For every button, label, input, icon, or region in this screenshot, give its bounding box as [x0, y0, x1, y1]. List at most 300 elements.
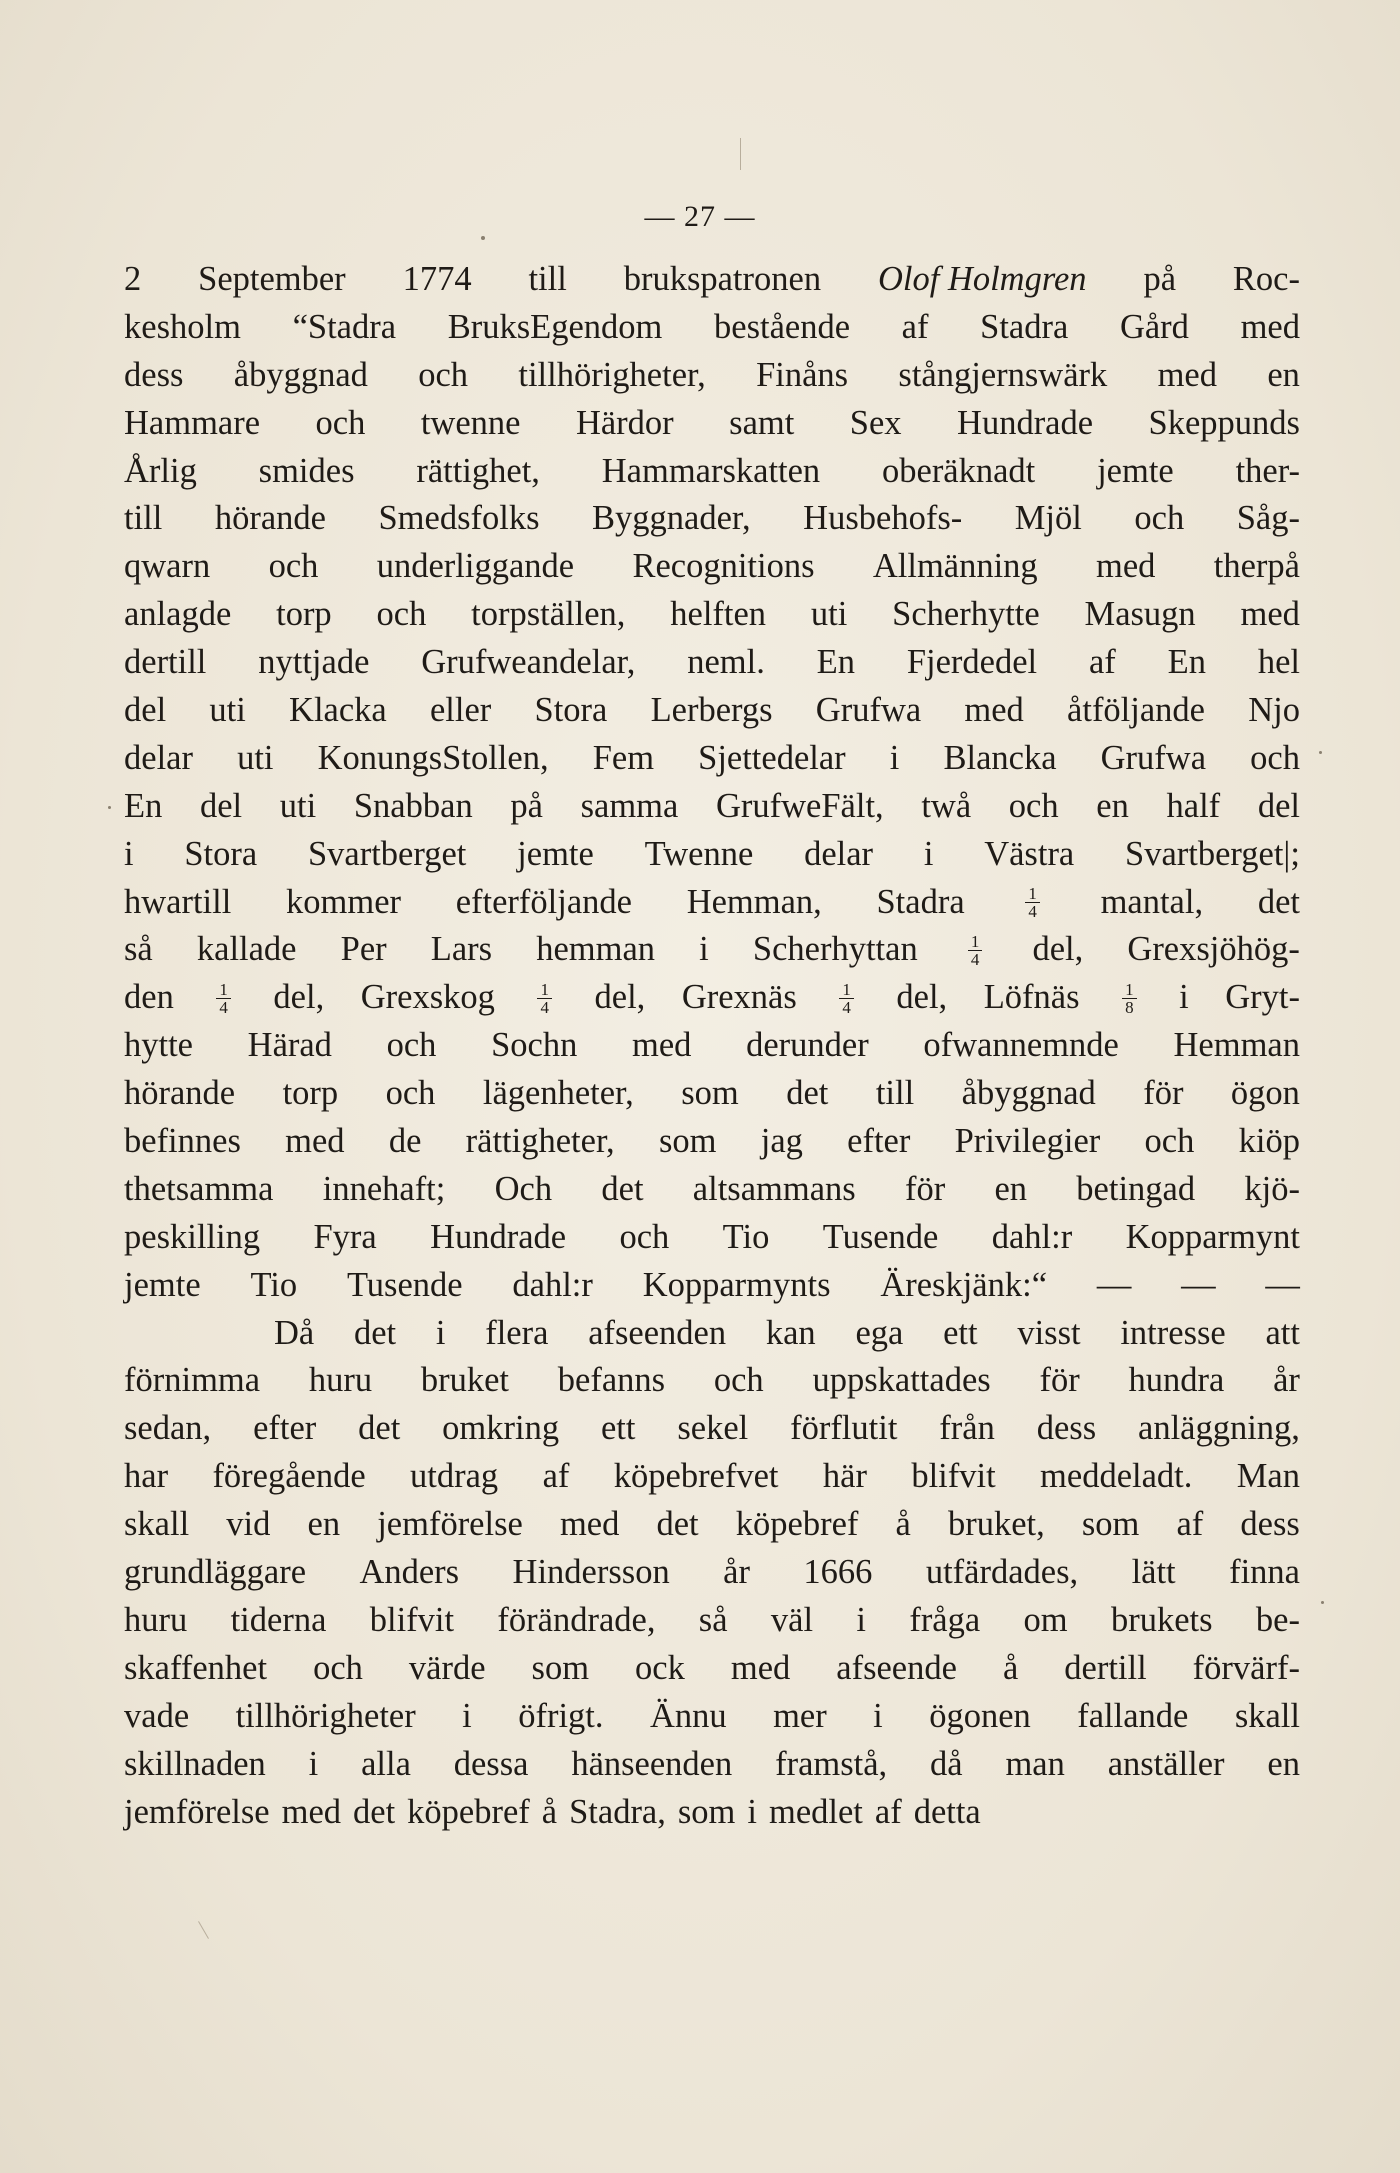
- word: innehaft;: [322, 1169, 446, 1208]
- word: Grufwa: [815, 691, 922, 730]
- word: å: [895, 1505, 911, 1544]
- word: dahl:r: [512, 1265, 593, 1304]
- text-line: [124, 1597, 1300, 1645]
- word: och: [1250, 738, 1300, 777]
- word: på: [1143, 260, 1177, 298]
- paper-mark: [198, 1921, 209, 1939]
- word: meddeladt.: [1040, 1457, 1193, 1496]
- word: samma: [580, 786, 679, 825]
- word: Mjöl: [1014, 499, 1082, 538]
- word: uppskattades: [812, 1361, 991, 1400]
- word: af: [1088, 643, 1116, 682]
- word: Klacka: [289, 691, 387, 730]
- word: med: [1157, 355, 1217, 394]
- word: i: [873, 1696, 883, 1735]
- word: Och: [494, 1169, 553, 1208]
- word: Gård: [1119, 307, 1189, 346]
- word: dess: [1036, 1409, 1097, 1448]
- word: jemte: [124, 1265, 201, 1304]
- word: uti: [237, 738, 274, 777]
- word: med: [964, 691, 1024, 730]
- word: en: [1096, 786, 1129, 825]
- word: förflutit: [790, 1409, 898, 1448]
- word: Hammare: [124, 403, 261, 442]
- word: detta: [913, 1792, 981, 1831]
- word: tiderna: [230, 1600, 327, 1639]
- word: med: [559, 1505, 620, 1544]
- word: alla: [361, 1744, 411, 1783]
- word: Fem: [592, 738, 655, 777]
- word: dessa: [453, 1744, 529, 1783]
- word: samt: [729, 403, 795, 442]
- word: tillhörigheter: [235, 1696, 416, 1735]
- word: eller: [429, 691, 492, 730]
- word: rättigheter,: [465, 1122, 615, 1161]
- word: flera: [485, 1313, 549, 1352]
- word: det: [786, 1074, 829, 1113]
- fraction: $\frac{1}{8}$: [1116, 974, 1143, 1022]
- word: Fjerdedel: [906, 643, 1038, 682]
- word: —: [1181, 1265, 1216, 1304]
- word: Svartberget|;: [1125, 834, 1300, 873]
- word: Grufwa: [1100, 738, 1207, 777]
- text-line: [124, 1549, 1300, 1597]
- word: afseende: [836, 1648, 957, 1687]
- word: lätt: [1131, 1553, 1176, 1592]
- word: Grufweandelar,: [421, 643, 636, 682]
- word: af: [874, 1792, 902, 1831]
- text-line: [124, 831, 1300, 879]
- word: och: [619, 1217, 670, 1256]
- word: Stadra: [980, 307, 1069, 346]
- word: och: [1144, 1122, 1195, 1161]
- text-line: [124, 1166, 1300, 1214]
- word: torp: [276, 595, 332, 634]
- word: be-: [1255, 1600, 1300, 1639]
- text-line: [124, 1214, 1300, 1262]
- word: Löfnäs: [983, 978, 1080, 1017]
- word: efter: [253, 1409, 317, 1448]
- word: kesholm: [124, 307, 241, 346]
- word: med: [730, 1648, 791, 1687]
- word: skall: [1234, 1696, 1300, 1735]
- word: här: [822, 1457, 867, 1496]
- word: oberäknadt: [882, 451, 1036, 490]
- word: dahl:r: [991, 1217, 1073, 1256]
- word: en: [1267, 1744, 1300, 1783]
- word: väl: [770, 1600, 814, 1639]
- text-line: [124, 591, 1300, 639]
- text-line: [124, 735, 1300, 783]
- word: smides: [258, 451, 355, 490]
- word: för: [1039, 1361, 1080, 1400]
- word: 1774: [402, 260, 472, 298]
- text-line: [124, 400, 1300, 448]
- word: Tusende: [346, 1265, 463, 1304]
- word: Kopparmynt: [1125, 1217, 1300, 1256]
- word: skillnaden: [124, 1744, 266, 1783]
- text-line: [124, 1118, 1300, 1166]
- word: ofwannemnde: [923, 1026, 1119, 1065]
- word: utdrag: [410, 1457, 499, 1496]
- word: helften: [670, 595, 767, 634]
- word: Skeppunds: [1148, 403, 1300, 442]
- word: åbyggnad: [961, 1074, 1096, 1113]
- word: år: [1273, 1361, 1300, 1400]
- word: efterföljande: [455, 882, 632, 921]
- word: Lars: [430, 930, 493, 969]
- paper-speck: [1319, 751, 1322, 754]
- word: Snabban: [353, 786, 473, 825]
- text-line: [124, 543, 1300, 591]
- word: en: [307, 1505, 341, 1544]
- word: altsammans: [692, 1169, 856, 1208]
- word: kommer: [286, 882, 402, 921]
- word: del,: [273, 978, 325, 1017]
- word: i: [889, 738, 900, 777]
- word: brukspatronen: [623, 260, 822, 298]
- word: twenne: [420, 403, 521, 442]
- word: och: [386, 1026, 437, 1065]
- word: för: [904, 1169, 946, 1208]
- word: finna: [1229, 1553, 1300, 1592]
- word: köpebrefvet: [613, 1457, 779, 1496]
- word: som: [681, 1074, 739, 1113]
- text-line: [124, 1070, 1300, 1118]
- word: huru: [124, 1600, 188, 1639]
- word: Lerbergs: [650, 691, 773, 730]
- word: sedan,: [124, 1409, 212, 1448]
- text-line: [124, 352, 1300, 400]
- text-line: [124, 1310, 1300, 1358]
- text-line: [124, 1453, 1300, 1501]
- word: och: [713, 1361, 764, 1400]
- word: med: [632, 1026, 692, 1065]
- word: att: [1265, 1313, 1300, 1352]
- word: betingad: [1076, 1169, 1196, 1208]
- word: då: [930, 1744, 963, 1783]
- word: del,: [896, 978, 948, 1017]
- text-line: [124, 1405, 1300, 1453]
- word: Sochn: [491, 1026, 578, 1065]
- word: BruksEgendom: [447, 307, 663, 346]
- word: som: [677, 1792, 736, 1831]
- word: Härdor: [575, 403, 674, 442]
- word: delar: [124, 738, 193, 777]
- text-line: [124, 495, 1300, 543]
- word: i: [747, 1792, 757, 1831]
- word: Scherhytte: [892, 595, 1040, 634]
- word: hemman: [536, 930, 656, 969]
- word: En: [1167, 643, 1206, 682]
- word: och: [376, 595, 427, 634]
- word: på: [510, 786, 543, 825]
- word: bestående: [714, 307, 851, 346]
- fraction: $\frac{1}{4}$: [210, 974, 237, 1022]
- word: i: [435, 1313, 446, 1352]
- word: och: [1134, 499, 1185, 538]
- text-line: [124, 926, 1300, 974]
- word: del,: [594, 978, 646, 1017]
- word: det: [353, 1313, 397, 1352]
- word: en: [994, 1169, 1028, 1208]
- word: kan: [765, 1313, 816, 1352]
- word: Stora: [184, 834, 258, 873]
- word: therpå: [1213, 547, 1300, 586]
- word: Hundrade: [430, 1217, 567, 1256]
- word: anlagde: [124, 595, 232, 634]
- word: huru: [308, 1361, 373, 1400]
- word: Anders: [359, 1553, 460, 1592]
- word: Husbehofs-: [803, 499, 963, 538]
- word: Stora: [534, 691, 608, 730]
- word: det: [1257, 882, 1300, 921]
- word: befinnes: [124, 1122, 241, 1161]
- word: dess: [1240, 1505, 1300, 1544]
- word: Hemman,: [686, 882, 822, 921]
- word: derunder: [746, 1026, 869, 1065]
- word: befanns: [557, 1361, 666, 1400]
- word: man: [1005, 1744, 1065, 1783]
- word: Smedsfolks: [378, 499, 540, 538]
- word: och: [1008, 786, 1059, 825]
- word: torpställen,: [471, 595, 626, 634]
- word: jemförelse: [124, 1792, 270, 1831]
- word: Tio: [722, 1217, 770, 1256]
- word: stångjernswärk: [898, 355, 1108, 394]
- word: del: [1257, 786, 1300, 825]
- text-line: [124, 448, 1300, 496]
- word: neml.: [687, 643, 765, 682]
- paper-speck: [1321, 1601, 1324, 1604]
- paper-speck: [481, 236, 485, 240]
- word: så: [124, 930, 153, 969]
- paper-speck: [108, 806, 111, 809]
- word: Hindersson: [512, 1553, 670, 1592]
- text-line: [124, 1693, 1300, 1741]
- word: Scherhyttan: [752, 930, 918, 969]
- word: med: [1240, 307, 1300, 346]
- word: underliggande: [376, 547, 575, 586]
- text-line: [124, 1741, 1300, 1789]
- fraction: $\frac{1}{4}$: [962, 926, 989, 974]
- text-line: [124, 879, 1300, 927]
- word: och: [268, 547, 319, 586]
- word: Då: [274, 1313, 315, 1352]
- word: Grexnäs: [681, 978, 797, 1017]
- word: GrufweFält,: [715, 786, 884, 825]
- word: det: [656, 1505, 699, 1544]
- page-edge-mark: [740, 138, 741, 170]
- word: och: [385, 1074, 436, 1113]
- word: Hemman: [1173, 1026, 1300, 1065]
- word: lägenheter,: [482, 1074, 634, 1113]
- word: KonungsStollen,: [317, 738, 549, 777]
- word: kallade: [196, 930, 297, 969]
- word: af: [901, 307, 929, 346]
- word: torp: [282, 1074, 339, 1113]
- word: åtföljande: [1067, 691, 1205, 730]
- word: Recognitions: [632, 547, 815, 586]
- word: kjö-: [1244, 1169, 1300, 1208]
- word: förändrade,: [497, 1600, 656, 1639]
- word: dertill: [1064, 1648, 1147, 1687]
- word: Äreskjänk:“: [880, 1265, 1048, 1304]
- word: ögon: [1230, 1074, 1300, 1113]
- text-line: [124, 1022, 1300, 1070]
- word: till: [124, 499, 163, 538]
- word: fråga: [909, 1600, 981, 1639]
- word: och: [315, 403, 366, 442]
- word: September: [198, 260, 346, 298]
- word: hänseenden: [571, 1744, 733, 1783]
- word: köpebref: [407, 1792, 530, 1831]
- word: af: [542, 1457, 570, 1496]
- word: i: [308, 1744, 319, 1783]
- word: Sjettedelar: [698, 738, 846, 777]
- text-line: [124, 639, 1300, 687]
- word: som: [531, 1648, 590, 1687]
- word: En: [124, 786, 163, 825]
- word: visst: [1017, 1313, 1081, 1352]
- word: uti: [279, 786, 317, 825]
- word: delar: [804, 834, 874, 873]
- word: half: [1166, 786, 1221, 825]
- word: hörande: [124, 1074, 236, 1113]
- word: Västra: [984, 834, 1075, 873]
- word: afseenden: [588, 1313, 727, 1352]
- word: köpebref: [735, 1505, 859, 1544]
- text-line: [124, 1262, 1300, 1310]
- word: i: [923, 834, 934, 873]
- word: Fyra: [313, 1217, 377, 1256]
- word: öfrigt.: [518, 1696, 604, 1735]
- word: värde: [408, 1648, 486, 1687]
- word: som: [658, 1122, 717, 1161]
- word: i: [462, 1696, 472, 1735]
- word: brukets: [1110, 1600, 1213, 1639]
- word: Såg-: [1236, 499, 1300, 538]
- word: Byggnader,: [592, 499, 751, 538]
- word: vid: [226, 1505, 271, 1544]
- word: Njo: [1248, 691, 1300, 730]
- word: Per: [340, 930, 387, 969]
- word: hwartill: [124, 882, 232, 921]
- page-number: — 27 —: [644, 200, 756, 233]
- word: dess: [124, 355, 184, 394]
- word: Härad: [247, 1026, 332, 1065]
- word: Masugn: [1084, 595, 1196, 634]
- word: “Stadra: [292, 307, 397, 346]
- word: 1666: [803, 1553, 873, 1592]
- word: anläggning,: [1138, 1409, 1300, 1448]
- text-line: [124, 1789, 1300, 1837]
- word: ock: [635, 1648, 685, 1687]
- word: Tusende: [822, 1217, 939, 1256]
- word: kiöp: [1238, 1122, 1300, 1161]
- word: Hammarskatten: [601, 451, 821, 490]
- word: af: [1176, 1505, 1204, 1544]
- word: förnimma: [124, 1361, 261, 1400]
- text-line: [124, 256, 1300, 304]
- word: framstå,: [775, 1744, 888, 1783]
- word: till: [875, 1074, 915, 1113]
- text-line: [124, 783, 1300, 831]
- word: jemförelse: [377, 1505, 523, 1544]
- word: som: [1081, 1505, 1140, 1544]
- word: del: [199, 786, 243, 825]
- text-line: [124, 1645, 1300, 1693]
- word: jag: [760, 1122, 803, 1161]
- word: jemte: [1097, 451, 1174, 490]
- word: mantal,: [1100, 882, 1204, 921]
- word: i: [1179, 978, 1189, 1017]
- word: Roc-: [1232, 260, 1300, 298]
- word: 2: [124, 260, 142, 298]
- word: anställer: [1107, 1744, 1225, 1783]
- word: efter: [847, 1122, 911, 1161]
- word: mer: [773, 1696, 827, 1735]
- word: Ännu: [649, 1696, 727, 1735]
- word: i: [699, 930, 709, 969]
- word: qwarn: [124, 547, 211, 586]
- word: hytte: [124, 1026, 193, 1065]
- word: del,: [1032, 930, 1084, 969]
- word: grundläggare: [124, 1553, 307, 1592]
- word: har: [124, 1457, 169, 1496]
- word: jemte: [517, 834, 594, 873]
- word: Gryt-: [1225, 978, 1300, 1017]
- text-line: [124, 1501, 1300, 1549]
- word: Kopparmynts: [642, 1265, 831, 1304]
- word: Privilegier: [954, 1122, 1101, 1161]
- word: för: [1143, 1074, 1184, 1113]
- word: till: [528, 260, 567, 298]
- word: från: [939, 1409, 995, 1448]
- word: nyttjade: [258, 643, 370, 682]
- word: fallande: [1077, 1696, 1189, 1735]
- word: En: [816, 643, 855, 682]
- text-line: [124, 304, 1300, 352]
- word: om: [1023, 1600, 1068, 1639]
- word: Allmänning: [872, 547, 1038, 586]
- word: vade: [124, 1696, 190, 1735]
- word: del: [124, 691, 167, 730]
- word: med: [1240, 595, 1300, 634]
- body-text: [124, 256, 1300, 1836]
- word: föregående: [212, 1457, 366, 1496]
- word: twå: [921, 786, 972, 825]
- fraction: $\frac{1}{4}$: [1019, 879, 1046, 927]
- word: en: [1267, 355, 1300, 394]
- word: utfärdades,: [925, 1553, 1079, 1592]
- word: ega: [855, 1313, 904, 1352]
- word: tillhörigheter,: [518, 355, 706, 394]
- word: ett: [943, 1313, 978, 1352]
- word: förvärf-: [1192, 1648, 1300, 1687]
- word: med: [1096, 547, 1156, 586]
- word: uti: [810, 595, 848, 634]
- word: uti: [209, 691, 246, 730]
- word: det: [601, 1169, 644, 1208]
- word: —: [1096, 1265, 1132, 1304]
- word: det: [353, 1792, 396, 1831]
- word: Finåns: [756, 355, 849, 394]
- word: Svartberget: [307, 834, 467, 873]
- word: rättighet,: [416, 451, 540, 490]
- word: den: [124, 978, 174, 1017]
- word: hundra: [1128, 1361, 1225, 1400]
